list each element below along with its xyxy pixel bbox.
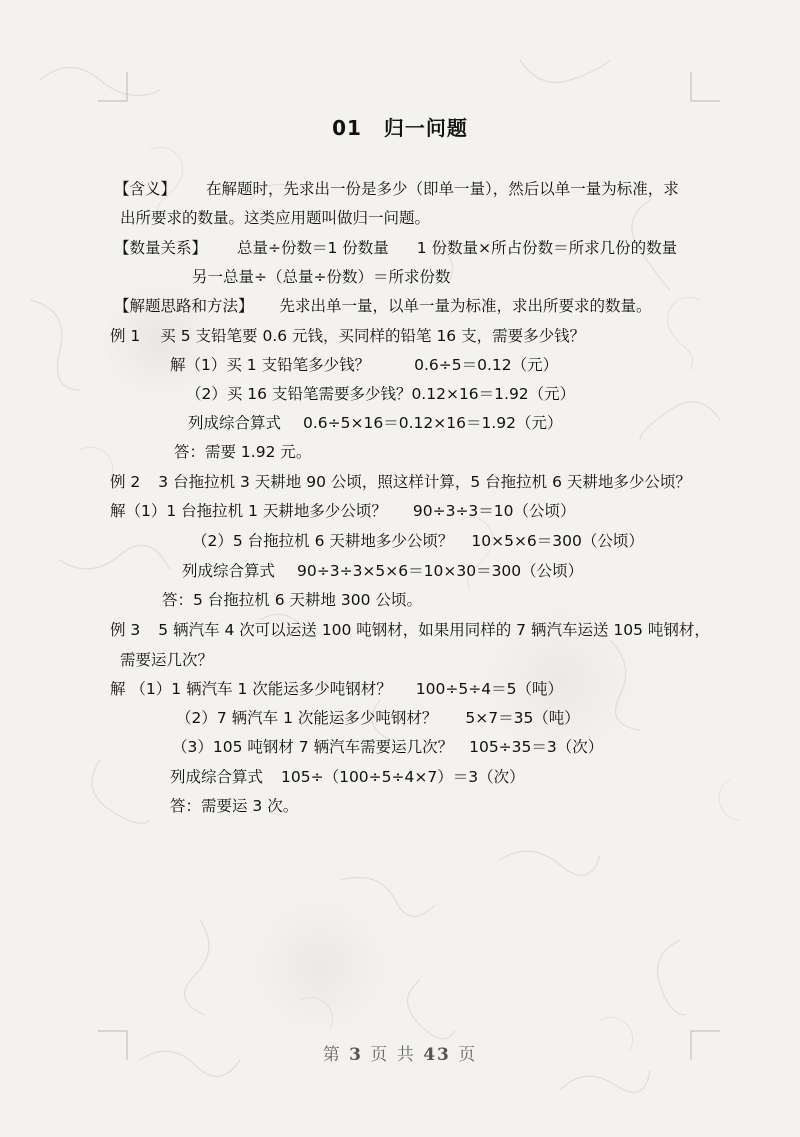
meaning-line-1 (114, 179, 679, 199)
example3-step1: 解 （1）1 辆汽车 1 次能运多少吨钢材？ 100÷5÷4＝5（吨） (110, 680, 563, 698)
example3-combined: 列成综合算式 105÷（100÷5÷4×7）＝3（次） (170, 768, 525, 786)
example2-label: 例 2 (110, 473, 141, 491)
relations-label: 【数量关系】 (114, 239, 208, 257)
relations-line-1 (114, 238, 677, 258)
example2-combined: 列成综合算式 90÷3÷3×5×6＝10×30＝300（公顷） (182, 562, 584, 580)
example1-label: 例 1 (110, 327, 141, 345)
example2-answer: 答：5 台拖拉机 6 天耕地 300 公顷。 (162, 591, 422, 609)
example3-label: 例 3 (110, 621, 141, 639)
example2-question-line (110, 472, 691, 492)
example2-step2: （2）5 台拖拉机 6 天耕地多少公顷？ 10×5×6＝300（公顷） (192, 532, 644, 550)
example2-question: 3 台拖拉机 3 天耕地 90 公顷，照这样计算，5 台拖拉机 6 天耕地多少公顷？ (158, 473, 691, 491)
meaning-label: 【含义】 (114, 180, 177, 198)
example3-answer: 答：需要运 3 次。 (170, 797, 299, 815)
example1-question-line (110, 326, 585, 346)
example1-step2: （2）买 16 支铅笔需要多少钱？0.12×16＝1.92（元） (186, 385, 576, 403)
title-number: 01 (332, 116, 362, 140)
example2-step1: 解（1）1 台拖拉机 1 天耕地多少公顷？ 90÷3÷3＝10（公顷） (110, 502, 576, 520)
relations-formula-1: 总量÷份数＝1 份数量 (237, 239, 389, 257)
total-page-number: 43 (423, 1045, 451, 1065)
page-title (0, 112, 800, 141)
relations-formula-2: 1 份数量×所占份数＝所求几份的数量 (416, 239, 678, 257)
example3-question-line-2: 需要运几次？ (120, 651, 214, 669)
meaning-text-1: 在解题时，先求出一份是多少（即单一量），然后以单一量为标准，求 (206, 180, 679, 198)
meaning-line-2: 出所要求的数量。这类应用题叫做归一问题。 (120, 209, 431, 227)
relations-formula-3: 另一总量÷（总量÷份数）＝所求份数 (192, 268, 451, 286)
method-line (114, 296, 652, 316)
title-text: 归一问题 (383, 116, 468, 140)
example1-step1: 解（1）买 1 支铅笔多少钱？ 0.6÷5＝0.12（元） (170, 356, 559, 374)
method-label: 【解题思路和方法】 (114, 297, 254, 315)
example3-step2: （2）7 辆汽车 1 次能运多少吨钢材？ 5×7＝35（吨） (176, 709, 580, 727)
current-page-number: 3 (349, 1045, 363, 1065)
method-text: 先求出单一量，以单一量为标准，求出所要求的数量。 (279, 297, 652, 315)
example1-question: 买 5 支铅笔要 0.6 元钱，买同样的铅笔 16 支，需要多少钱？ (160, 327, 586, 345)
example3-question-line-1 (110, 620, 710, 640)
example1-answer: 答：需要 1.92 元。 (174, 443, 312, 461)
example1-combined: 列成综合算式 0.6÷5×16＝0.12×16＝1.92（元） (188, 414, 563, 432)
page-number-footer: 第 3 页 共 43 页 (322, 1045, 478, 1065)
example3-question-1: 5 辆汽车 4 次可以运送 100 吨钢材，如果用同样的 7 辆汽车运送 105 吨钢材， (158, 621, 710, 639)
example3-step3: （3）105 吨钢材 7 辆汽车需要运几次？ 105÷35＝3（次） (172, 738, 604, 756)
